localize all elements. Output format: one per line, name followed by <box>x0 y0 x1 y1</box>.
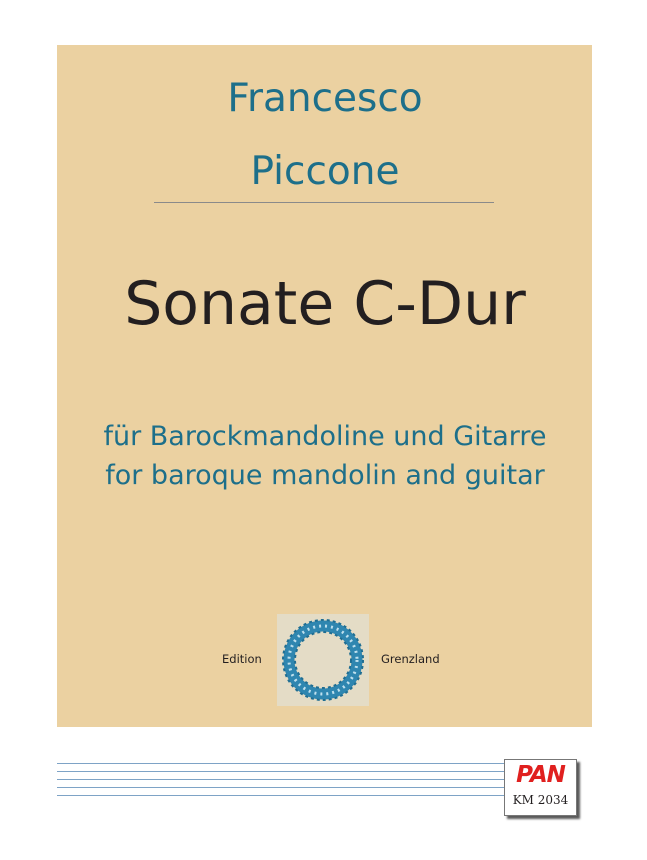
ornamental-ring-icon <box>277 614 369 706</box>
pan-badge <box>504 759 577 816</box>
staff-line <box>57 795 519 796</box>
staff-line <box>57 763 519 764</box>
subtitle-german: für Barockmandoline und Gitarre <box>103 421 547 452</box>
composer-last-name: Piccone <box>250 149 400 194</box>
grenzland-label: Grenzland <box>381 652 440 666</box>
staff-line <box>57 779 519 780</box>
pan-logo: PAN <box>516 762 565 788</box>
edition-label: Edition <box>222 652 262 666</box>
work-title: Sonate C-Dur <box>124 269 526 339</box>
composer-first-name: Francesco <box>227 76 423 121</box>
catalog-number: KM 2034 <box>512 793 569 807</box>
staff-line <box>57 787 519 788</box>
staff-line <box>57 771 519 772</box>
subtitle-english: for baroque mandolin and guitar <box>105 460 545 491</box>
composer-divider <box>154 202 494 203</box>
